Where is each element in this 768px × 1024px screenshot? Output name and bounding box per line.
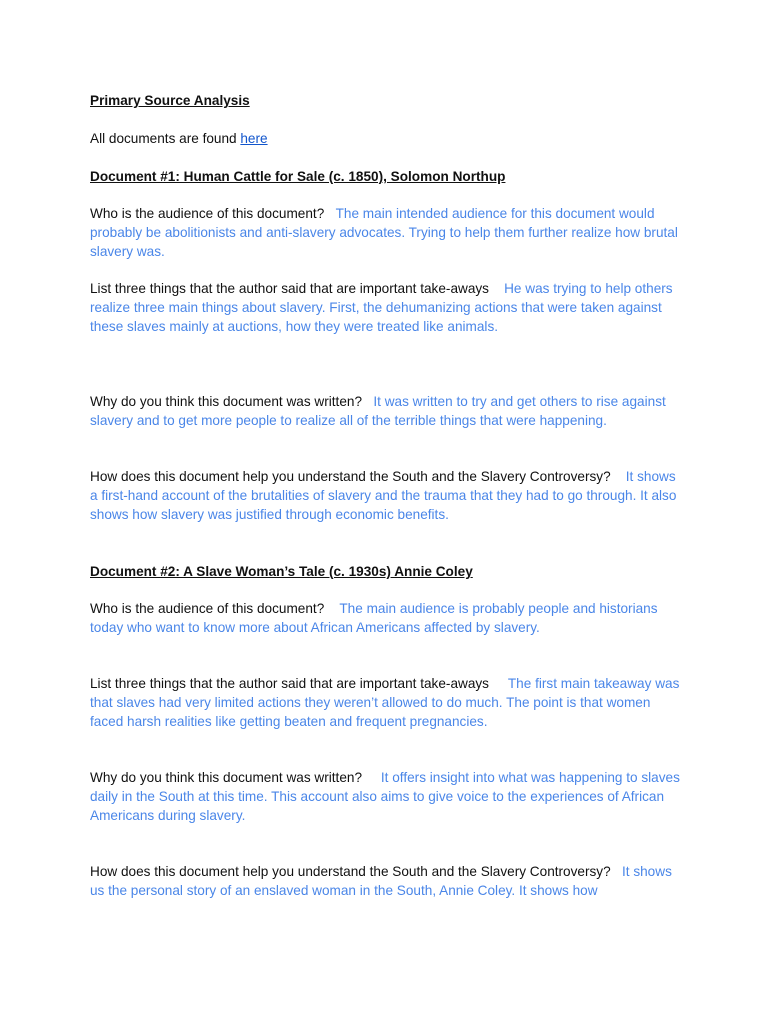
answer-text: It shows us the personal story of an enslaved woman in the South, Annie Coley. It shows how — [90, 864, 672, 898]
page-title: Primary Source Analysis — [90, 93, 250, 108]
doc1-takeaways — [90, 279, 680, 336]
doc2-audience — [90, 599, 680, 637]
question-text: Who is the audience of this document? — [90, 206, 325, 221]
answer-text: It offers insight into what was happening to slaves daily in the South at this time. This account also aims to give voice to the experiences of African Americans during slavery. — [90, 770, 680, 823]
doc2-takeaways — [90, 674, 680, 731]
doc1-purpose — [90, 392, 680, 430]
answer-text: The first main takeaway was that slaves had very limited actions they weren’t allowed to do much. The point is that women faced harsh realities like getting beaten and frequent pregnancies. — [90, 676, 680, 729]
question-text: List three things that the author said that are important take-aways — [90, 281, 489, 296]
document-1-heading: Document #1: Human Cattle for Sale (c. 1850), Solomon Northup — [90, 169, 506, 184]
question-text: How does this document help you understand the South and the Slavery Controversy? — [90, 864, 611, 879]
doc2-understanding — [90, 862, 680, 900]
answer-text: He was trying to help others realize three main things about slavery. First, the dehumanizing actions that were taken against these slaves mainly at auctions, how they were treated like animals. — [90, 281, 673, 334]
documents-link[interactable]: here — [240, 131, 268, 146]
answer-text: It was written to try and get others to rise against slavery and to get more people to realize all of the terrible things that were happening. — [90, 394, 666, 428]
answer-text: The main audience is probably people and historians today who want to know more about African Americans affected by slavery. — [90, 601, 658, 635]
answer-text: The main intended audience for this document would probably be abolitionists and anti-slavery advocates. Trying to help them further realize how brutal slavery was. — [90, 206, 678, 259]
doc1-audience — [90, 204, 680, 261]
question-text: List three things that the author said that are important take-aways — [90, 676, 489, 691]
doc1-understanding — [90, 467, 680, 524]
document-2-heading: Document #2: A Slave Woman’s Tale (c. 1930s) Annie Coley — [90, 564, 473, 579]
question-text: Why do you think this document was written? — [90, 394, 363, 409]
intro-line — [90, 129, 680, 148]
question-text: How does this document help you understand the South and the Slavery Controversy? — [90, 469, 611, 484]
question-text: Who is the audience of this document? — [90, 601, 325, 616]
doc2-purpose — [90, 768, 680, 825]
answer-text: It shows a first-hand account of the brutalities of slavery and the trauma that they had to go through. It also shows how slavery was justified through economic benefits. — [90, 469, 677, 522]
intro-text: All documents are found — [90, 131, 241, 146]
question-text: Why do you think this document was written? — [90, 770, 363, 785]
